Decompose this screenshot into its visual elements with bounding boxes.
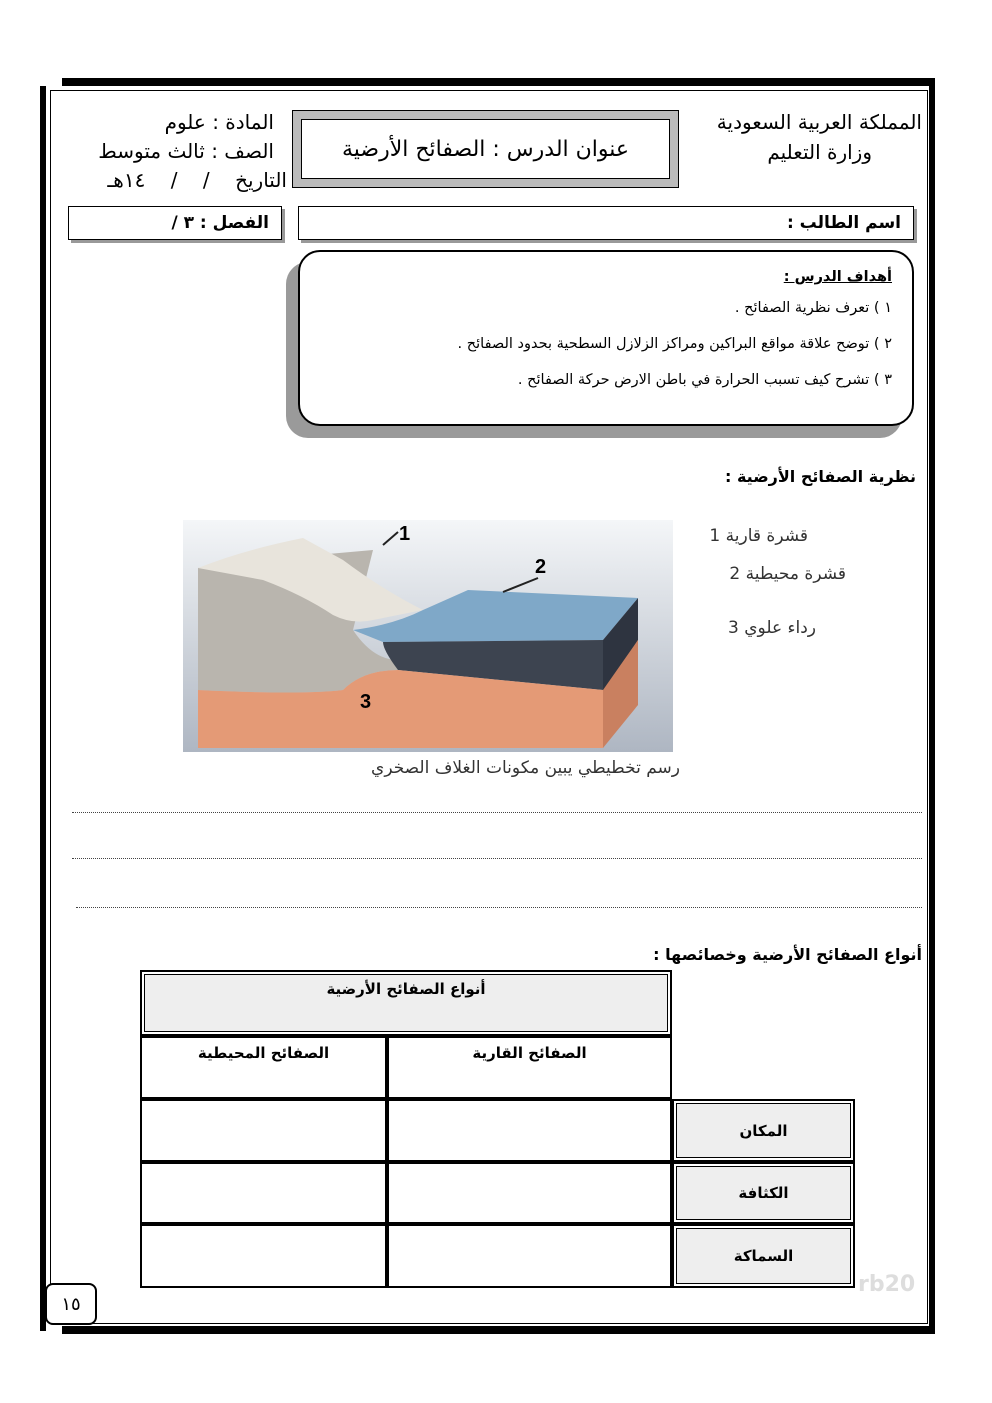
lesson-title: عنوان الدرس : الصفائح الأرضية bbox=[301, 119, 670, 179]
legend-oceanic-crust: قشرة محيطية 2 bbox=[729, 564, 846, 584]
kingdom-label: المملكة العربية السعودية bbox=[716, 110, 922, 134]
row-header-location: المكان bbox=[672, 1099, 855, 1162]
table-cell[interactable] bbox=[140, 1224, 387, 1288]
frame-right bbox=[929, 86, 935, 1331]
frame-left bbox=[40, 86, 46, 1331]
diagram-caption: رسم تخطيطي يبين مكونات الغلاف الصخري bbox=[371, 758, 680, 778]
diagram-number-2: 2 bbox=[535, 556, 547, 578]
diagram-number-1: 1 bbox=[399, 523, 411, 545]
table-cell[interactable] bbox=[140, 1162, 387, 1224]
lithosphere-diagram bbox=[183, 520, 673, 752]
column-header-continental: الصفائح القارية bbox=[387, 1036, 672, 1099]
student-name-label: اسم الطالب : bbox=[786, 213, 901, 233]
student-name-field[interactable] bbox=[298, 206, 914, 240]
table-cell[interactable] bbox=[387, 1224, 672, 1288]
answer-line[interactable] bbox=[72, 812, 922, 813]
lesson-goals-box bbox=[298, 250, 914, 426]
lesson-title-box bbox=[292, 110, 679, 188]
table-cell[interactable] bbox=[387, 1099, 672, 1162]
answer-line[interactable] bbox=[76, 907, 922, 908]
subject-label: المادة : علوم bbox=[164, 110, 274, 134]
legend-upper-mantle: رداء علوي 3 bbox=[728, 618, 816, 638]
table-cell[interactable] bbox=[140, 1099, 387, 1162]
ministry-label: وزارة التعليم bbox=[767, 140, 872, 164]
class-label: الفصل : ٣ / bbox=[171, 213, 269, 233]
diagram-number-3: 3 bbox=[360, 691, 372, 713]
theory-title: نظرية الصفائح الأرضية : bbox=[725, 467, 916, 486]
grade-label: الصف : ثالث متوسط bbox=[98, 139, 274, 163]
table-header-types: أنواع الصفائح الأرضية bbox=[140, 970, 672, 1036]
column-header-oceanic: الصفائح المحيطية bbox=[140, 1036, 387, 1099]
goal-item: ٣ ) تشرح كيف تسبب الحرارة في باطن الارض حركة الصفائح . bbox=[517, 372, 892, 388]
frame-bottom bbox=[62, 1326, 935, 1334]
legend-continental-crust: قشرة قارية 1 bbox=[709, 526, 808, 546]
watermark: rb20 bbox=[858, 1272, 916, 1297]
answer-line[interactable] bbox=[72, 858, 922, 859]
class-field[interactable] bbox=[68, 206, 282, 240]
types-title: أنواع الصفائح الأرضية وخصائصها : bbox=[653, 945, 922, 964]
frame-top bbox=[62, 78, 935, 86]
row-header-density: الكثافة bbox=[672, 1162, 855, 1224]
page-number: ١٥ bbox=[45, 1283, 97, 1325]
date-field[interactable]: التاريخ / / ١٤هـ bbox=[107, 168, 287, 192]
goal-item: ١ ) تعرف نظرية الصفائح . bbox=[734, 300, 892, 316]
goals-title: أهداف الدرس : bbox=[783, 269, 892, 285]
row-header-thickness: السماكة bbox=[672, 1224, 855, 1288]
table-cell[interactable] bbox=[387, 1162, 672, 1224]
goal-item: ٢ ) توضح علاقة مواقع البراكين ومراكز الزلازل السطحية بحدود الصفائح . bbox=[457, 336, 892, 352]
